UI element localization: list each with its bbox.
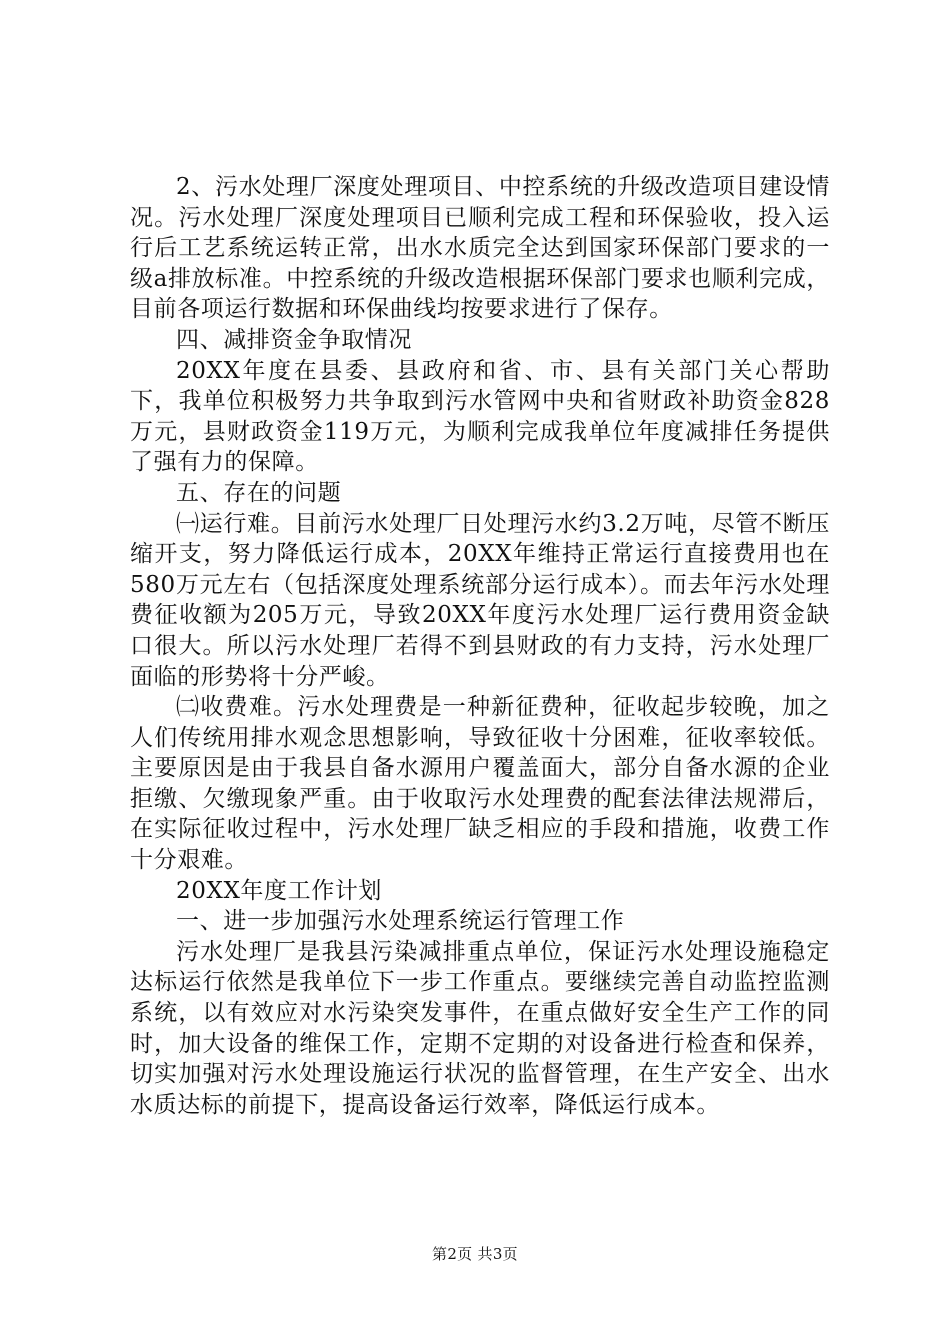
paragraph-fee-difficulty: ㈡收费难。污水处理费是一种新征费种，征收起步较晚，加之人们传统用排水观念思想影响，导致征收十分困难，征收率较低。主要原因是由于我县自备水源用户覆盖面大，部分自备水源的企业拒缴、欠缴现象严重。由于收取污水处理费的配套法律法规滞后，在实际征收过程中，污水处理厂缺乏相应的手段和措施，收费工作十分艰难。 [130,694,830,874]
section-heading-problems: 五、存在的问题 [176,479,342,506]
page-number-footer: 第2页 共3页 [432,1245,518,1263]
section-heading-work-plan: 20XX年度工作计划 [176,877,383,904]
section-heading-plan-item-1: 一、进一步加强污水处理系统运行管理工作 [176,908,625,935]
paragraph-funding: 20XX年度在县委、县政府和省、市、县有关部门关心帮助下，我单位积极努力共争取到污水管网中央和省财政补助资金828万元，县财政资金119万元，为顺利完成我单位年度减排任务提供了强有力的保障。 [130,357,830,476]
paragraph-operation-difficulty: ㈠运行难。目前污水处理厂日处理污水约3.2万吨，尽管不断压缩开支，努力降低运行成本，20XX年维持正常运行直接费用也在580万元左右（包括深度处理系统部分运行成本）。而去年污水处理费征收额为205万元，导致20XX年度污水处理厂运行费用资金缺口很大。所以污水处理厂若得不到县财政的有力支持，污水处理厂面临的形势将十分严峻。 [130,510,830,690]
paragraph-plan-item-1: 污水处理厂是我县污染减排重点单位，保证污水处理设施稳定达标运行依然是我单位下一步工作重点。要继续完善自动监控监测系统，以有效应对水污染突发事件，在重点做好安全生产工作的同时，加大设备的维保工作，定期不定期的对设备进行检查和保养，切实加强对污水处理设施运行状况的监督管理，在生产安全、出水水质达标的前提下，提高设备运行效率，降低运行成本。 [130,938,830,1118]
paragraph-project-status: 2、污水处理厂深度处理项目、中控系统的升级改造项目建设情况。污水处理厂深度处理项目已顺利完成工程和环保验收，投入运行后工艺系统运转正常，出水水质完全达到国家环保部门要求的一级a排放标准。中控系统的升级改造根据环保部门要求也顺利完成，目前各项运行数据和环保曲线均按要求进行了保存。 [130,174,830,323]
document-body [130,172,830,1120]
section-heading-funding: 四、减排资金争取情况 [176,326,412,353]
